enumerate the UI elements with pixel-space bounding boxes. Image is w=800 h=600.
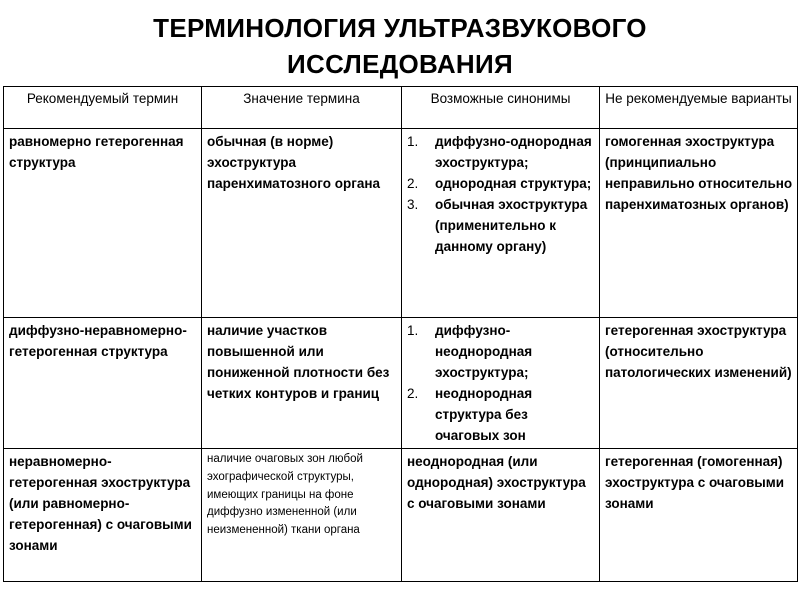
cell-not-recommended: гомогенная эхоструктура (принципиально неправильно относительно паренхиматозных органов) [600, 129, 798, 318]
cell-meaning: обычная (в норме) эхоструктура паренхиматозного органа [202, 129, 402, 318]
table-row [4, 129, 798, 318]
header-row [4, 87, 798, 129]
list-item: однородная структура; [435, 176, 592, 191]
list-item: неоднородная структура без очаговых зон [435, 386, 533, 443]
cell-meaning: наличие очаговых зон любой эхографической структуры, имеющих границы на фоне диффузно измененной (или неизмененной) ткани органа [202, 449, 402, 582]
cell-term: диффузно-неравномерно-гетерогенная структура [4, 318, 202, 449]
cell-term: неравномерно-гетерогенная эхоструктура (или равномерно-гетерогенная) с очаговыми зонами [4, 449, 202, 582]
page-title [0, 10, 800, 82]
title-line-1: ТЕРМИНОЛОГИЯ УЛЬТРАЗВУКОВОГО [153, 13, 647, 43]
synonyms-list [407, 131, 595, 257]
header-not-recommended: Не рекомендуемые варианты [600, 87, 798, 129]
cell-meaning: наличие участков повышенной или пониженной плотности без четких контуров и границ [202, 318, 402, 449]
table-row [4, 318, 798, 449]
header-recommended-term: Рекомендуемый термин [4, 87, 202, 129]
header-term-meaning: Значение термина [202, 87, 402, 129]
cell-synonyms [402, 129, 600, 318]
list-item: обычная эхоструктура (применительно к данному органу) [435, 197, 588, 254]
terminology-table [3, 86, 798, 582]
cell-synonyms: неоднородная (или однородная) эхоструктура с очаговыми зонами [402, 449, 600, 582]
title-line-2: ИССЛЕДОВАНИЯ [287, 49, 513, 79]
table-row [4, 449, 798, 582]
list-item: диффузно-неоднородная эхоструктура; [435, 323, 533, 380]
list-item: диффузно-однородная эхоструктура; [435, 134, 592, 170]
cell-synonyms [402, 318, 600, 449]
header-possible-synonyms: Возможные синонимы [402, 87, 600, 129]
cell-term: равномерно гетерогенная структура [4, 129, 202, 318]
cell-not-recommended: гетерогенная (гомогенная) эхоструктура с очаговыми зонами [600, 449, 798, 582]
synonyms-list [407, 320, 595, 446]
cell-not-recommended: гетерогенная эхоструктура (относительно патологических изменений) [600, 318, 798, 449]
